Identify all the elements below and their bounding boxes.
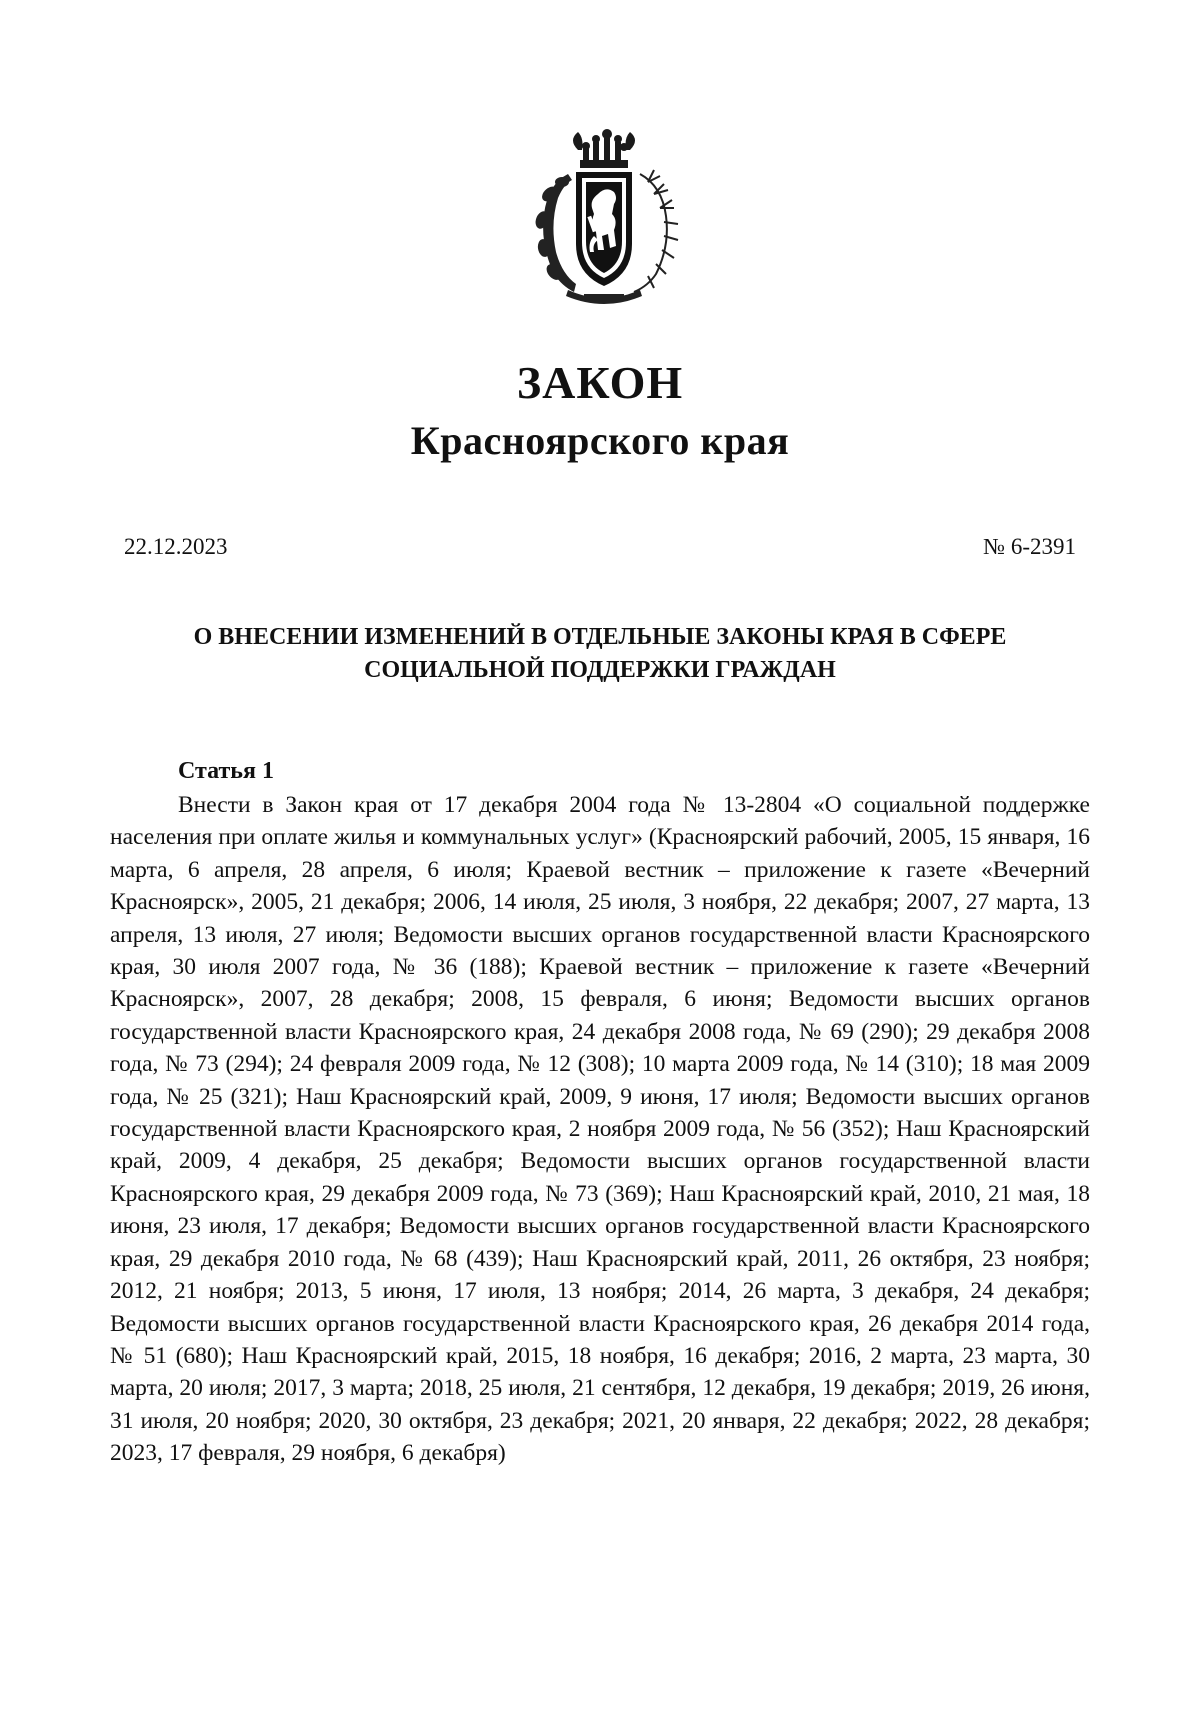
document-date: 22.12.2023 <box>124 534 228 559</box>
document-heading-line-1: О ВНЕСЕНИИ ИЗМЕНЕНИЙ В ОТДЕЛЬНЫЕ ЗАКОНЫ КРАЯ В СФЕРЕ <box>193 624 1007 650</box>
article-body <box>110 789 1090 1470</box>
document-number: № 6-2391 <box>983 534 1076 559</box>
document-title: ЗАКОН <box>516 357 684 408</box>
document-heading-line-2: СОЦИАЛЬНОЙ ПОДДЕРЖКИ ГРАЖДАН <box>364 657 836 683</box>
document-heading <box>150 621 1050 687</box>
article-title: Статья 1 <box>178 758 274 784</box>
coat-of-arms-icon <box>528 124 680 312</box>
document-subtitle: Красноярского края <box>410 418 790 463</box>
article-paragraph: Внести в Закон края от 17 декабря 2004 года № 13-2804 «О социальной поддержке населения при оплате жилья и коммунальных услуг» (Красноярский рабочий, 2005, 15 января, 16 марта, 6 апреля, 28 апреля, 6 июля; Краевой вестник – приложение к газете «Вечерний Красноярск», 2005, 21 декабря; 2006, 14 июля, 25 июля, 3 ноября, 22 декабря; 2007, 27 марта, 13 апреля, 13 июля, 27 июля; Ведомости высших органов государственной власти Красноярского края, 30 июля 2007 года, № 36 (188); Краевой вестник – приложение к газете «Вечерний Красноярск», 2007, 28 декабря; 2008, 15 февраля, 6 июня; Ведомости высших органов государственной власти Красноярского края, 24 декабря 2008 года, № 69 (290); 29 декабря 2008 года, № 73 (294); 24 февраля 2009 года, № 12 (308); 10 марта 2009 года, № 14 (310); 18 мая 2009 года, № 25 (321); Наш Красноярский край, 2009, 9 июня, 17 июля; Ведомости высших органов государственной власти Красноярского края, 2 ноября 2009 года, № 56 (352); Наш Красноярский край, 2009, 4 декабря, 25 декабря; Ведомости высших органов государственной власти Красноярского края, 29 декабря 2009 года, № 73 (369); Наш Красноярский край, 2010, 21 мая, 18 июня, 23 июля, 17 декабря; Ведомости высших органов государственной власти Красноярского края, 29 декабря 2010 года, № 68 (439); Наш Красноярский край, 2011, 26 октября, 23 ноября; 2012, 21 ноября; 2013, 5 июня, 17 июля, 13 ноября; 2014, 26 марта, 3 декабря, 24 декабря; Ведомости высших органов государственной власти Красноярского края, 26 декабря 2014 года, № 51 (680); Наш Красноярский край, 2015, 18 ноября, 16 декабря; 2016, 2 марта, 23 марта, 30 марта, 20 июля; 2017, 3 марта; 2018, 25 июля, 21 сентября, 12 декабря, 19 декабря; 2019, 26 июня, 31 июля, 20 ноября; 2020, 30 октября, 23 декабря; 2021, 20 января, 22 декабря; 2022, 28 декабря; 2023, 17 февраля, 29 ноября, 6 декабря) <box>110 792 1090 1467</box>
